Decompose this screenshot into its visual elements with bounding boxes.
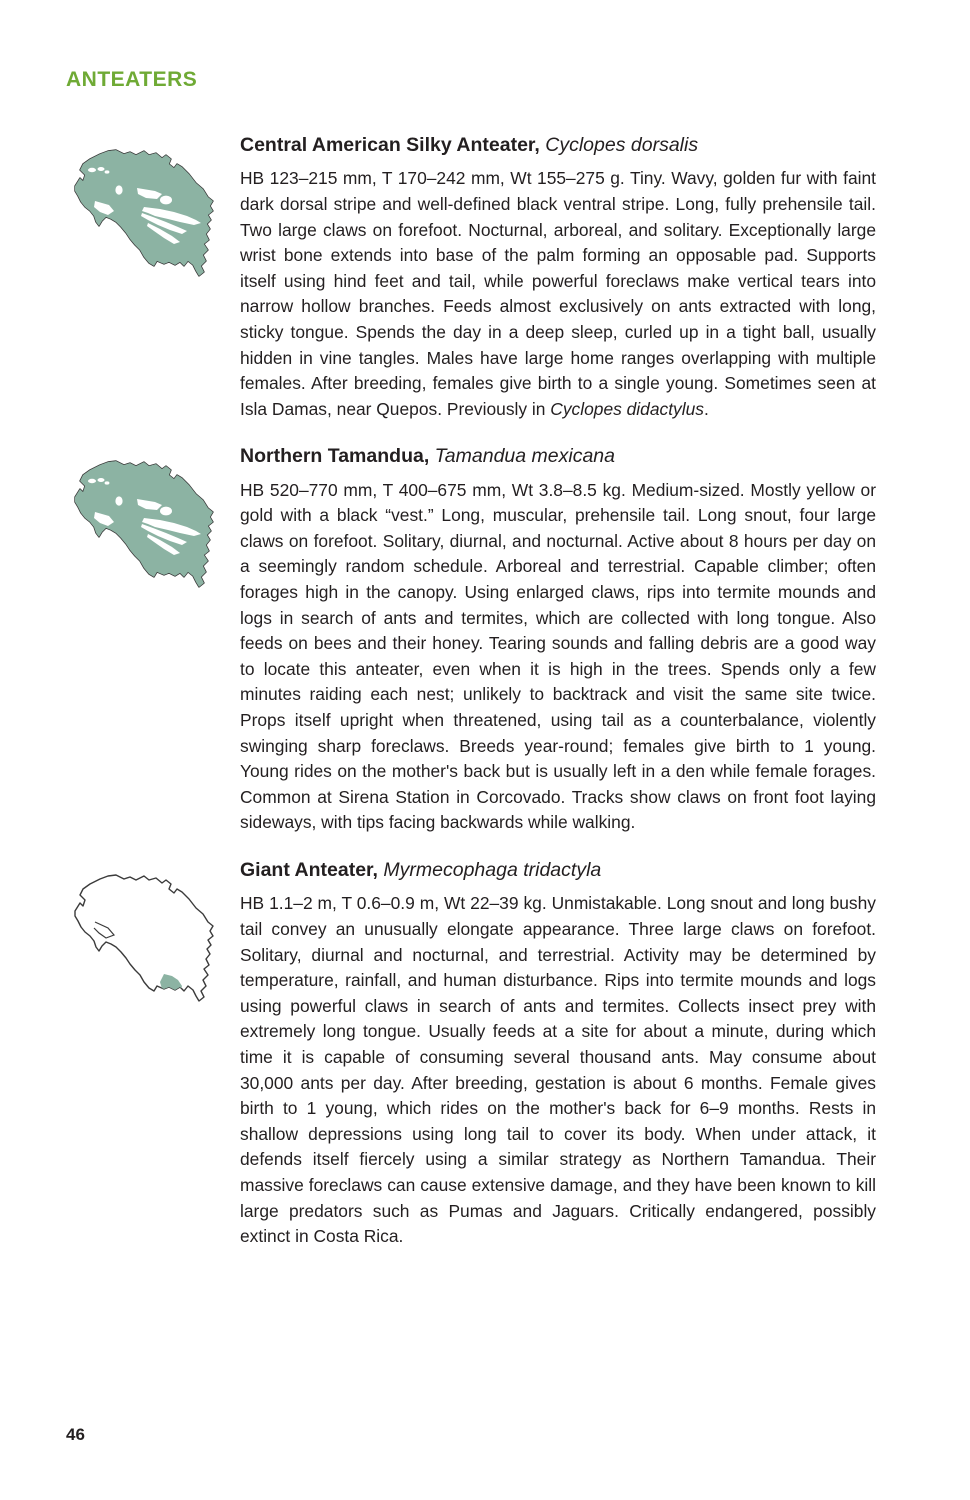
species-title bbox=[240, 444, 876, 468]
species-description bbox=[240, 891, 876, 1249]
description-part-2: . bbox=[703, 398, 709, 419]
range-map-central-american-silky-anteater bbox=[56, 137, 226, 297]
species-entry-list bbox=[56, 133, 876, 1250]
description-part-1: HB 1.1–2 m, T 0.6–0.9 m, Wt 22–39 kg. Unmistakable. Long snout and long bushy tail convey an unusually elongate appearance. Three large claws on forefoot. Solitary, diurnal and nocturnal, and terrestrial. Activity may be determined by temperature, rainfall, and human disturbance. Rips into termite mounds and logs using powerful claws in search of ants and termites. Collects insect prey with extremely long tongue. Usually feeds at a site for about a minute, during which time it is capable of consuming several thousand ants. May consume about 30,000 ants per day. After breeding, gestation is about 6 months. Female gives birth to 1 young, which rides on the mother's back for 6–9 months. Rests in shallow depressions using long tail to cover its body. When under attack, it defends itself fiercely using a similar strategy as Northern Tamandua. Their massive foreclaws can cause extensive damage, and they have been known to kill large predators such as Pumas and Jaguars. Critically endangered, possibly extinct in Costa Rica. bbox=[240, 893, 876, 1247]
species-entry bbox=[56, 133, 876, 422]
species-entry-body bbox=[240, 858, 876, 1250]
species-entry bbox=[56, 858, 876, 1250]
costa-rica-outline bbox=[75, 875, 213, 1001]
species-scientific-name: Tamandua mexicana bbox=[434, 445, 615, 468]
species-entry bbox=[56, 444, 876, 836]
description-italic-name: Cyclopes didactylus bbox=[550, 398, 704, 419]
description-part-1: HB 520–770 mm, T 400–675 mm, Wt 3.8–8.5 kg. Medium-sized. Mostly yellow or gold with a black “vest.” Long, muscular, prehensile tail. Long snout, four large claws on forefoot. Solitary, diurnal, and nocturnal. Active about 8 hours per day on a seemingly random schedule. Arboreal and terrestrial. Capable climber; often forages high in the canopy. Using enlarged claws, rips into termite mounds and logs in search of ants and termites, which are collected with long tongue. Also feeds on bees and their honey. Tearing sounds and falling debris are a good way to locate this anteater, even when it is high in the trees. Spends only a few minutes raiding each nest; unlikely to backtrack and visit the same site twice. Props itself upright when threatened, using tail as a counterbalance, violently swinging sharp foreclaws. Breeds year-round; females give birth to 1 young. Young rides on the mother's back but is usually left in a den while female forages. Common at Sirena Station in Corcovado. Tracks show claws on front foot laying sideways, with tips facing backwards while walking. bbox=[240, 479, 876, 833]
description-part-1: HB 123–215 mm, T 170–242 mm, Wt 155–275 g. Tiny. Wavy, golden fur with faint dark dorsal stripe and well-defined black ventral stripe. Long, fully prehensile tail. Two large claws on forefoot. Nocturnal, arboreal, and solitary. Exceptionally large wrist bone extends into base of the palm forming an opposable pad. Supports itself using hind feet and tail, while powerful foreclaws make vertical tears into narrow hollow branches. Feeds almost exclusively on ants extracted with long, sticky tongue. Spends the day in a deep sleep, curled up in a tight ball, usually hidden in vine tangles. Males have large home ranges overlapping with multiple females. After breeding, females give birth to a single young. Sometimes seen at Isla Damas, near Quepos. Previously in bbox=[240, 168, 876, 419]
species-common-name: Central American Silky Anteater, bbox=[240, 134, 540, 156]
range-map-giant-anteater bbox=[56, 862, 226, 1022]
species-common-name: Giant Anteater, bbox=[240, 859, 378, 881]
page-number: 46 bbox=[66, 1425, 85, 1444]
species-title bbox=[240, 858, 876, 882]
range-map-northern-tamandua bbox=[56, 448, 226, 608]
species-description bbox=[240, 166, 876, 422]
species-entry-body bbox=[240, 444, 876, 836]
page-section-header: ANTEATERS bbox=[66, 68, 198, 91]
species-scientific-name: Cyclopes dorsalis bbox=[545, 134, 699, 156]
species-common-name: Northern Tamandua, bbox=[240, 445, 430, 468]
species-description bbox=[240, 478, 876, 836]
species-scientific-name: Myrmecophaga tridactyla bbox=[383, 859, 602, 881]
species-title bbox=[240, 133, 876, 157]
species-entry-body bbox=[240, 133, 876, 422]
